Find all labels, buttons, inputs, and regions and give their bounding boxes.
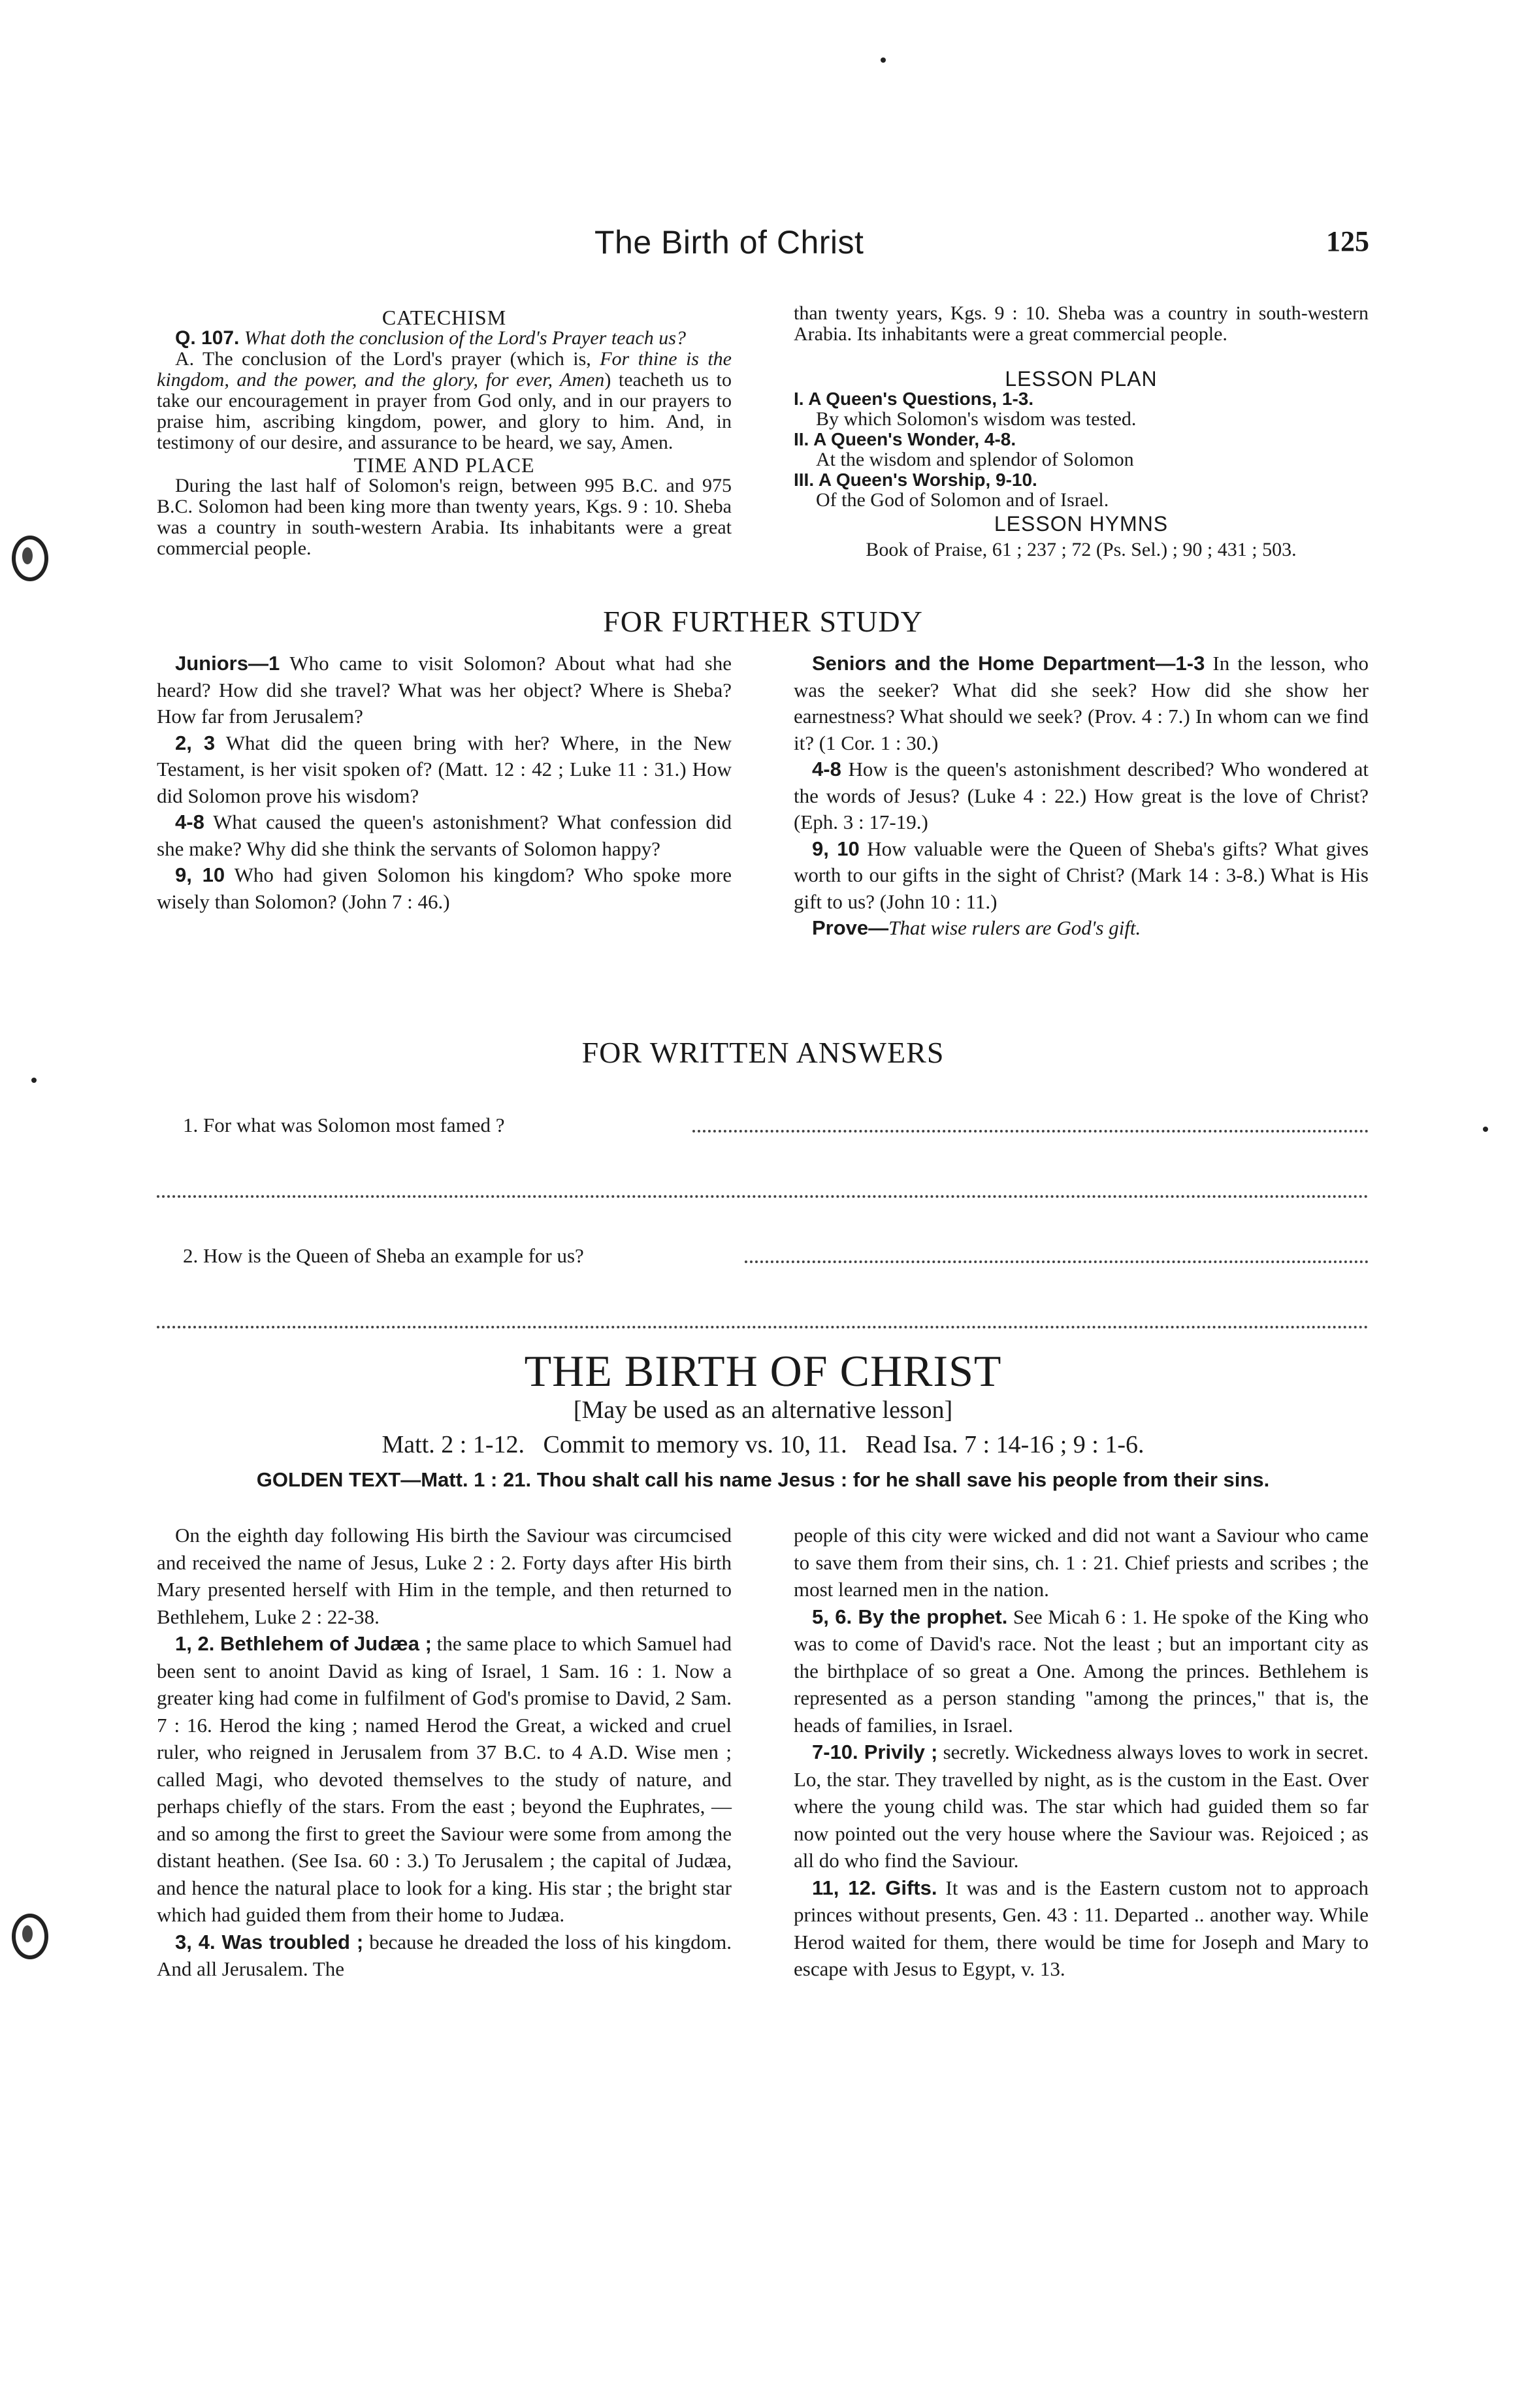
answer-line-2a[interactable] xyxy=(745,1260,1369,1263)
plan-item-2: II. A Queen's Wonder, 4-8. xyxy=(794,429,1016,449)
plan-item-3: III. A Queen's Worship, 9-10. xyxy=(794,470,1037,490)
juniors-q1 xyxy=(157,650,732,730)
time-place-heading: TIME AND PLACE xyxy=(353,453,535,477)
juniors-text-2: What did the queen bring with her? Where, in the New Testament, is her visit spoken of? (Matt. 12 : 42 ; Luke 11 : 31.) How did Solomon prove his wisdom? xyxy=(157,731,732,807)
seniors-text-3: How valuable were the Queen of Sheba's gifts? What gives worth to our gifts in the sight of Christ? (Mark 14 : 3-8.) What is His gift to us? (John 10 : 11.) xyxy=(794,837,1369,913)
plan-sub-2: At the wisdom and splendor of Solomon xyxy=(816,449,1134,470)
lesson-para-3-4 xyxy=(157,1929,732,1983)
seniors-q1 xyxy=(794,650,1369,756)
para-text-11-12: It was and is the Eastern custom not to approach princes without presents, Gen. 43 : 11. Departed .. another way. While Herod waited for them, there would be time for Joseph and Mary to escape with Jesus to Egypt, v. 13. xyxy=(794,1876,1369,1980)
para-lead-3-4: 3, 4. Was troubled ; xyxy=(175,1930,364,1953)
lesson-plan-column xyxy=(794,303,1369,560)
juniors-label-2: 2, 3 xyxy=(175,731,216,754)
juniors-text-3: What caused the queen's astonishment? What confession did she make? Why did she think the servants of Solomon happy? xyxy=(157,811,732,860)
para-text-5-6: See Micah 6 : 1. He spoke of the King who was to come of David's race. Not the least ; but an important city as the birthplace of so great a One. Among the princes. Bethlehem is represented as a person standing "among the princes," that is, the heads of families, in Israel. xyxy=(794,1605,1369,1737)
catechism-answer xyxy=(157,349,732,453)
lesson-para-11-12 xyxy=(794,1874,1369,1983)
lesson-para-7-10 xyxy=(794,1739,1369,1874)
lesson-para-cont: people of this city were wicked and did not want a Saviour who came to save them from their sins, ch. 1 : 21. Chief priests and scribes ; the most learned men in the nation. xyxy=(794,1524,1369,1601)
juniors-q3 xyxy=(157,809,732,862)
seniors-label-1: Seniors and the Home Department—1-3 xyxy=(812,652,1205,675)
golden-text-body: Thou shalt call his name Jesus : for he shall save his people from their sins. xyxy=(536,1468,1270,1491)
para-lead-11-12: 11, 12. Gifts. xyxy=(812,1876,937,1899)
answer-text-1: The conclusion of the Lord's prayer (which is, xyxy=(203,348,591,370)
further-study-heading: FOR FURTHER STUDY xyxy=(603,605,923,638)
prove-line xyxy=(794,915,1369,942)
answer-text-2: ) teacheth us to take our encouragement in prayer from God only, and in our prayers to praise him, ascribing kingdom, power, and glory to him. And, in testimony of our desire, and assurance to be heard, we say, Amen. xyxy=(157,369,732,453)
para-text-7-10: secretly. Wickedness always loves to work in secret. Lo, the star. They travelled by night, as is the custom in the East. Over where the young child was. The star which had guided them so far now pointed out the very house where the Saviour was. Rejoiced ; as all do who find the Saviour. xyxy=(794,1741,1369,1872)
answer-line-2b[interactable] xyxy=(157,1326,1369,1328)
juniors-label-3: 4-8 xyxy=(175,811,204,833)
seniors-q2 xyxy=(794,756,1369,836)
binding-hole-mark xyxy=(12,1914,48,1959)
juniors-column xyxy=(157,650,732,915)
prove-text: That wise rulers are God's gift. xyxy=(888,916,1141,939)
lesson-reference: Matt. 2 : 1-12. Commit to memory vs. 10, 11. Read Isa. 7 : 14-16 ; 9 : 1-6. xyxy=(382,1431,1144,1458)
juniors-label-4: 9, 10 xyxy=(175,863,225,886)
golden-text xyxy=(157,1466,1369,1494)
seniors-text-1: In the lesson, who was the seeker? What did she seek? How did she show her earnestness? What should we seek? (Prov. 4 : 7.) In whom can we find it? (1 Cor. 1 : 30.) xyxy=(794,652,1369,754)
plan-sub-1: By which Solomon's wisdom was tested. xyxy=(816,408,1137,430)
juniors-q4 xyxy=(157,862,732,915)
para-lead-7-10: 7-10. Privily ; xyxy=(812,1741,938,1763)
catechism-heading: CATECHISM xyxy=(382,306,507,329)
prove-label: Prove— xyxy=(812,916,889,939)
plan-sub-3: Of the God of Solomon and of Israel. xyxy=(816,489,1109,511)
answer-label: A. xyxy=(175,348,195,370)
written-question-2: 2. How is the Queen of Sheba an example for us? xyxy=(183,1244,584,1267)
question-text: What doth the conclusion of the Lord's Prayer teach us? xyxy=(244,327,686,349)
running-title: The Birth of Christ xyxy=(594,224,864,261)
answer-italic: For thine is the kingdom, and the power, and the glory, for ever, Amen xyxy=(157,348,732,391)
lesson-right-column xyxy=(794,1522,1369,1983)
page-number: 125 xyxy=(1326,225,1369,257)
juniors-label-1: Juniors—1 xyxy=(175,652,280,675)
seniors-label-3: 9, 10 xyxy=(812,837,860,860)
seniors-column xyxy=(794,650,1369,942)
juniors-text-4: Who had given Solomon his kingdom? Who spoke more wisely than Solomon? (John 7 : 46.) xyxy=(157,863,732,913)
lesson-subtitle: [May be used as an alternative lesson] xyxy=(573,1396,953,1424)
catechism-question xyxy=(157,328,732,349)
lesson-para-5-6 xyxy=(794,1603,1369,1739)
written-answers-heading: FOR WRITTEN ANSWERS xyxy=(581,1036,945,1069)
juniors-text-1: Who came to visit Solomon? About what had she heard? How did she travel? What was her object? Where is Sheba? How far from Jerusalem? xyxy=(157,652,732,728)
para-lead-5-6: 5, 6. By the prophet. xyxy=(812,1605,1008,1628)
lesson-left-column xyxy=(157,1522,732,1983)
lesson-hymns-text: Book of Praise, 61 ; 237 ; 72 (Ps. Sel.) ; 90 ; 431 ; 503. xyxy=(866,539,1297,560)
golden-text-label: GOLDEN TEXT—Matt. 1 : 21. xyxy=(256,1468,532,1491)
plan-item-1: I. A Queen's Questions, 1-3. xyxy=(794,389,1034,409)
catechism-column xyxy=(157,306,732,559)
time-place-continued: than twenty years, Kgs. 9 : 10. Sheba was a country in south-western Arabia. Its inhabitants were a great commercial people. xyxy=(794,302,1369,345)
seniors-q3 xyxy=(794,836,1369,916)
lesson-title: THE BIRTH OF CHRIST xyxy=(524,1346,1002,1396)
lesson-plan-heading: LESSON PLAN xyxy=(1005,367,1158,391)
para-lead-1-2: 1, 2. Bethlehem of Judæa ; xyxy=(175,1632,432,1655)
question-label: Q. 107. xyxy=(175,327,240,349)
answer-line-1b[interactable] xyxy=(157,1195,1369,1198)
juniors-q2 xyxy=(157,730,732,810)
print-speck xyxy=(881,57,886,63)
answer-line-1a[interactable] xyxy=(692,1130,1369,1132)
para-text-1-2: the same place to which Samuel had been sent to anoint David as king of Israel, 1 Sam. 16 : 1. Now a greater king had come in fulfilment of God's promise to David, 2 Sam. 7 : 16. Herod the king ; named Herod the Great, a wicked and cruel ruler, who reigned in Jerusalem from 37 B.C. to 4 A.D. Wise men ; called Magi, who devoted themselves to the study of nature, and perhaps chiefly of the stars. From the east ; beyond the Euphrates, —and so among the first to greet the Saviour were some from among the distant heathen. (See Isa. 60 : 3.) To Jerusalem ; the capital of Judæa, and hence the natural place to look for a king. His star ; the bright star which had guided them from their home to Judæa. xyxy=(157,1632,732,1926)
time-place-text: During the last half of Solomon's reign, between 995 B.C. and 975 B.C. Solomon had been king more than twenty years, Kgs. 9 : 10. Sheba was a country in south-western Arabia. Its inhabitants were a great commercial people. xyxy=(157,475,732,559)
written-question-1: 1. For what was Solomon most famed ? xyxy=(183,1114,505,1136)
lesson-hymns-heading: LESSON HYMNS xyxy=(994,512,1169,536)
seniors-label-2: 4-8 xyxy=(812,758,841,780)
print-speck xyxy=(1483,1127,1488,1132)
binding-hole-mark xyxy=(12,536,48,581)
lesson-para-intro: On the eighth day following His birth the Saviour was circumcised and received the name of Jesus, Luke 2 : 2. Forty days after His birth Mary presented herself with Him in the temple, and then returned to Bethlehem, Luke 2 : 22-38. xyxy=(157,1524,732,1628)
lesson-para-1-2 xyxy=(157,1630,732,1929)
para-text-3-4: because he dreaded the loss of his kingdom. And all Jerusalem. The xyxy=(157,1930,732,1980)
seniors-text-2: How is the queen's astonishment described? Who wondered at the words of Jesus? (Luke 4 : 22.) How great is the love of Christ? (Eph. 3 : 17-19.) xyxy=(794,758,1369,833)
print-speck xyxy=(31,1078,37,1083)
